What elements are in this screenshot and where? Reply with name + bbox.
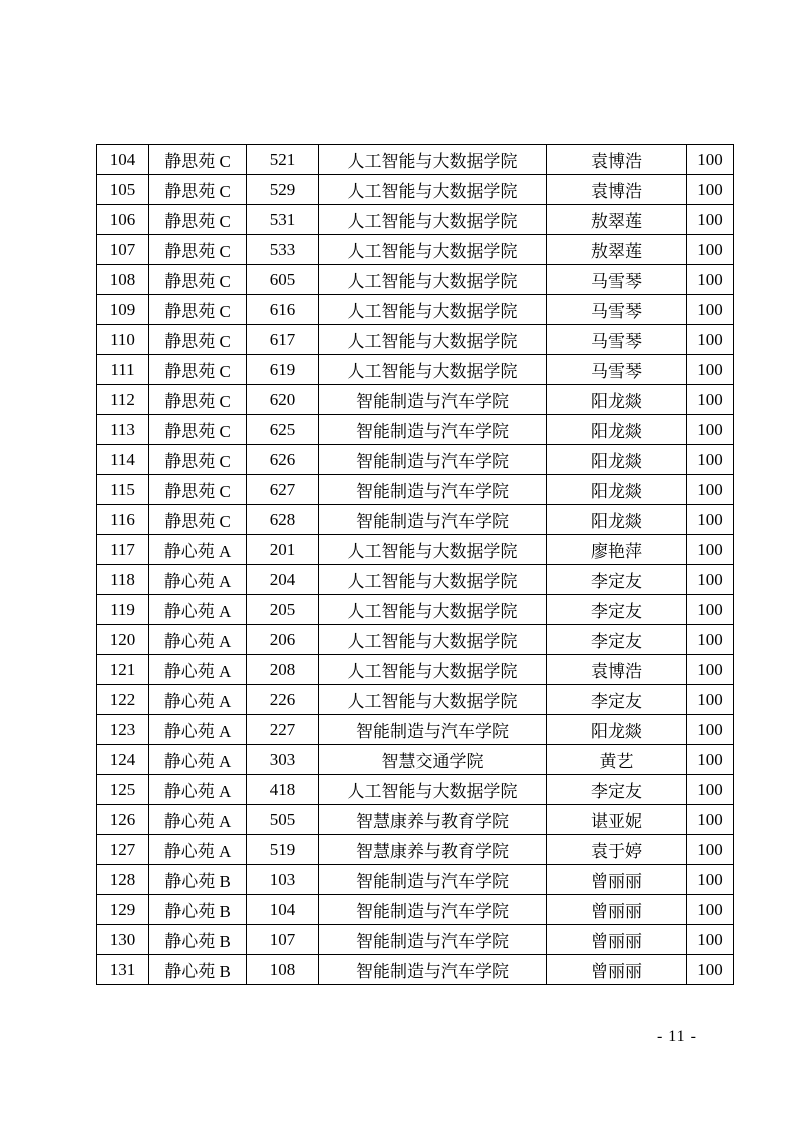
room-cell: 418: [247, 775, 319, 805]
room-cell: 208: [247, 655, 319, 685]
building-cell: 静思苑 C: [149, 235, 247, 265]
row-index-cell: 120: [97, 625, 149, 655]
table-row: [97, 775, 734, 805]
college-cell: 人工智能与大数据学院: [319, 565, 547, 595]
room-cell: 519: [247, 835, 319, 865]
college-cell: 智慧康养与教育学院: [319, 805, 547, 835]
room-cell: 533: [247, 235, 319, 265]
building-cell: 静心苑 A: [149, 685, 247, 715]
building-cell: 静心苑 A: [149, 625, 247, 655]
counselor-cell: 阳龙燚: [547, 505, 687, 535]
row-index-cell: 106: [97, 205, 149, 235]
table-row: [97, 415, 734, 445]
building-cell: 静思苑 C: [149, 145, 247, 175]
score-cell: 100: [687, 145, 734, 175]
score-cell: 100: [687, 745, 734, 775]
table-body: [97, 145, 734, 985]
counselor-cell: 袁博浩: [547, 145, 687, 175]
score-cell: 100: [687, 865, 734, 895]
room-cell: 617: [247, 325, 319, 355]
counselor-cell: 阳龙燚: [547, 415, 687, 445]
table-row: [97, 565, 734, 595]
counselor-cell: 李定友: [547, 775, 687, 805]
counselor-cell: 袁于婷: [547, 835, 687, 865]
college-cell: 人工智能与大数据学院: [319, 145, 547, 175]
room-cell: 531: [247, 205, 319, 235]
college-cell: 人工智能与大数据学院: [319, 175, 547, 205]
table-row: [97, 145, 734, 175]
row-index-cell: 121: [97, 655, 149, 685]
building-cell: 静思苑 C: [149, 415, 247, 445]
row-index-cell: 107: [97, 235, 149, 265]
row-index-cell: 105: [97, 175, 149, 205]
building-cell: 静思苑 C: [149, 445, 247, 475]
room-cell: 625: [247, 415, 319, 445]
room-cell: 104: [247, 895, 319, 925]
room-cell: 626: [247, 445, 319, 475]
score-cell: 100: [687, 535, 734, 565]
table-row: [97, 475, 734, 505]
college-cell: 人工智能与大数据学院: [319, 205, 547, 235]
table-row: [97, 865, 734, 895]
building-cell: 静心苑 B: [149, 865, 247, 895]
counselor-cell: 阳龙燚: [547, 475, 687, 505]
building-cell: 静心苑 B: [149, 895, 247, 925]
counselor-cell: 曾丽丽: [547, 895, 687, 925]
row-index-cell: 116: [97, 505, 149, 535]
room-cell: 505: [247, 805, 319, 835]
college-cell: 智能制造与汽车学院: [319, 415, 547, 445]
room-cell: 605: [247, 265, 319, 295]
college-cell: 智能制造与汽车学院: [319, 895, 547, 925]
college-cell: 智能制造与汽车学院: [319, 385, 547, 415]
score-cell: 100: [687, 625, 734, 655]
table-row: [97, 205, 734, 235]
counselor-cell: 马雪琴: [547, 325, 687, 355]
counselor-cell: 马雪琴: [547, 295, 687, 325]
dormitory-score-table: [96, 144, 734, 985]
table-row: [97, 925, 734, 955]
room-cell: 620: [247, 385, 319, 415]
building-cell: 静思苑 C: [149, 385, 247, 415]
counselor-cell: 马雪琴: [547, 265, 687, 295]
college-cell: 智能制造与汽车学院: [319, 955, 547, 985]
score-cell: 100: [687, 475, 734, 505]
score-cell: 100: [687, 955, 734, 985]
table-row: [97, 595, 734, 625]
counselor-cell: 黄艺: [547, 745, 687, 775]
score-cell: 100: [687, 895, 734, 925]
score-cell: 100: [687, 325, 734, 355]
college-cell: 智能制造与汽车学院: [319, 505, 547, 535]
room-cell: 107: [247, 925, 319, 955]
room-cell: 628: [247, 505, 319, 535]
row-index-cell: 104: [97, 145, 149, 175]
college-cell: 智能制造与汽车学院: [319, 475, 547, 505]
college-cell: 智能制造与汽车学院: [319, 715, 547, 745]
row-index-cell: 118: [97, 565, 149, 595]
room-cell: 521: [247, 145, 319, 175]
score-cell: 100: [687, 355, 734, 385]
college-cell: 人工智能与大数据学院: [319, 535, 547, 565]
row-index-cell: 112: [97, 385, 149, 415]
counselor-cell: 廖艳萍: [547, 535, 687, 565]
table-row: [97, 655, 734, 685]
table-row: [97, 505, 734, 535]
table-row: [97, 355, 734, 385]
building-cell: 静心苑 B: [149, 925, 247, 955]
table-row: [97, 805, 734, 835]
counselor-cell: 李定友: [547, 685, 687, 715]
building-cell: 静心苑 A: [149, 805, 247, 835]
room-cell: 227: [247, 715, 319, 745]
score-cell: 100: [687, 595, 734, 625]
counselor-cell: 曾丽丽: [547, 865, 687, 895]
room-cell: 103: [247, 865, 319, 895]
score-cell: 100: [687, 235, 734, 265]
row-index-cell: 119: [97, 595, 149, 625]
score-cell: 100: [687, 265, 734, 295]
row-index-cell: 128: [97, 865, 149, 895]
score-cell: 100: [687, 835, 734, 865]
table-row: [97, 385, 734, 415]
score-cell: 100: [687, 385, 734, 415]
score-cell: 100: [687, 415, 734, 445]
building-cell: 静思苑 C: [149, 355, 247, 385]
building-cell: 静心苑 A: [149, 745, 247, 775]
building-cell: 静思苑 C: [149, 175, 247, 205]
counselor-cell: 曾丽丽: [547, 955, 687, 985]
counselor-cell: 敖翠莲: [547, 205, 687, 235]
building-cell: 静思苑 C: [149, 475, 247, 505]
counselor-cell: 李定友: [547, 625, 687, 655]
college-cell: 人工智能与大数据学院: [319, 295, 547, 325]
row-index-cell: 114: [97, 445, 149, 475]
room-cell: 205: [247, 595, 319, 625]
row-index-cell: 109: [97, 295, 149, 325]
building-cell: 静心苑 A: [149, 595, 247, 625]
room-cell: 616: [247, 295, 319, 325]
room-cell: 529: [247, 175, 319, 205]
counselor-cell: 李定友: [547, 595, 687, 625]
counselor-cell: 阳龙燚: [547, 715, 687, 745]
building-cell: 静思苑 C: [149, 205, 247, 235]
score-cell: 100: [687, 685, 734, 715]
room-cell: 627: [247, 475, 319, 505]
table-row: [97, 745, 734, 775]
table-row: [97, 625, 734, 655]
table-row: [97, 895, 734, 925]
building-cell: 静思苑 C: [149, 505, 247, 535]
score-cell: 100: [687, 445, 734, 475]
row-index-cell: 117: [97, 535, 149, 565]
counselor-cell: 袁博浩: [547, 175, 687, 205]
table-row: [97, 535, 734, 565]
college-cell: 人工智能与大数据学院: [319, 355, 547, 385]
table-row: [97, 265, 734, 295]
counselor-cell: 敖翠莲: [547, 235, 687, 265]
table-row: [97, 295, 734, 325]
table-row: [97, 835, 734, 865]
college-cell: 智能制造与汽车学院: [319, 925, 547, 955]
building-cell: 静思苑 C: [149, 265, 247, 295]
row-index-cell: 123: [97, 715, 149, 745]
building-cell: 静心苑 A: [149, 655, 247, 685]
page-number: - 11 -: [656, 1028, 697, 1045]
row-index-cell: 111: [97, 355, 149, 385]
room-cell: 108: [247, 955, 319, 985]
college-cell: 人工智能与大数据学院: [319, 265, 547, 295]
table-row: [97, 175, 734, 205]
row-index-cell: 122: [97, 685, 149, 715]
counselor-cell: 谌亚妮: [547, 805, 687, 835]
college-cell: 人工智能与大数据学院: [319, 685, 547, 715]
counselor-cell: 阳龙燚: [547, 445, 687, 475]
building-cell: 静心苑 A: [149, 565, 247, 595]
table-row: [97, 955, 734, 985]
row-index-cell: 115: [97, 475, 149, 505]
table-row: [97, 445, 734, 475]
score-cell: 100: [687, 505, 734, 535]
room-cell: 226: [247, 685, 319, 715]
table-row: [97, 715, 734, 745]
college-cell: 人工智能与大数据学院: [319, 325, 547, 355]
table-row: [97, 685, 734, 715]
building-cell: 静心苑 B: [149, 955, 247, 985]
college-cell: 人工智能与大数据学院: [319, 655, 547, 685]
building-cell: 静心苑 A: [149, 715, 247, 745]
score-cell: 100: [687, 925, 734, 955]
row-index-cell: 110: [97, 325, 149, 355]
score-cell: 100: [687, 715, 734, 745]
building-cell: 静心苑 A: [149, 775, 247, 805]
room-cell: 201: [247, 535, 319, 565]
building-cell: 静心苑 A: [149, 835, 247, 865]
counselor-cell: 马雪琴: [547, 355, 687, 385]
counselor-cell: 袁博浩: [547, 655, 687, 685]
college-cell: 智能制造与汽车学院: [319, 445, 547, 475]
row-index-cell: 130: [97, 925, 149, 955]
row-index-cell: 113: [97, 415, 149, 445]
counselor-cell: 阳龙燚: [547, 385, 687, 415]
college-cell: 智慧康养与教育学院: [319, 835, 547, 865]
score-cell: 100: [687, 775, 734, 805]
room-cell: 206: [247, 625, 319, 655]
row-index-cell: 108: [97, 265, 149, 295]
college-cell: 智能制造与汽车学院: [319, 865, 547, 895]
building-cell: 静思苑 C: [149, 295, 247, 325]
score-cell: 100: [687, 655, 734, 685]
score-cell: 100: [687, 565, 734, 595]
counselor-cell: 曾丽丽: [547, 925, 687, 955]
room-cell: 303: [247, 745, 319, 775]
room-cell: 619: [247, 355, 319, 385]
college-cell: 人工智能与大数据学院: [319, 775, 547, 805]
building-cell: 静思苑 C: [149, 325, 247, 355]
row-index-cell: 125: [97, 775, 149, 805]
score-cell: 100: [687, 205, 734, 235]
building-cell: 静心苑 A: [149, 535, 247, 565]
college-cell: 人工智能与大数据学院: [319, 595, 547, 625]
score-cell: 100: [687, 805, 734, 835]
room-cell: 204: [247, 565, 319, 595]
table-row: [97, 235, 734, 265]
row-index-cell: 131: [97, 955, 149, 985]
score-cell: 100: [687, 295, 734, 325]
row-index-cell: 124: [97, 745, 149, 775]
row-index-cell: 126: [97, 805, 149, 835]
row-index-cell: 127: [97, 835, 149, 865]
counselor-cell: 李定友: [547, 565, 687, 595]
table-row: [97, 325, 734, 355]
college-cell: 人工智能与大数据学院: [319, 235, 547, 265]
row-index-cell: 129: [97, 895, 149, 925]
college-cell: 智慧交通学院: [319, 745, 547, 775]
score-cell: 100: [687, 175, 734, 205]
college-cell: 人工智能与大数据学院: [319, 625, 547, 655]
